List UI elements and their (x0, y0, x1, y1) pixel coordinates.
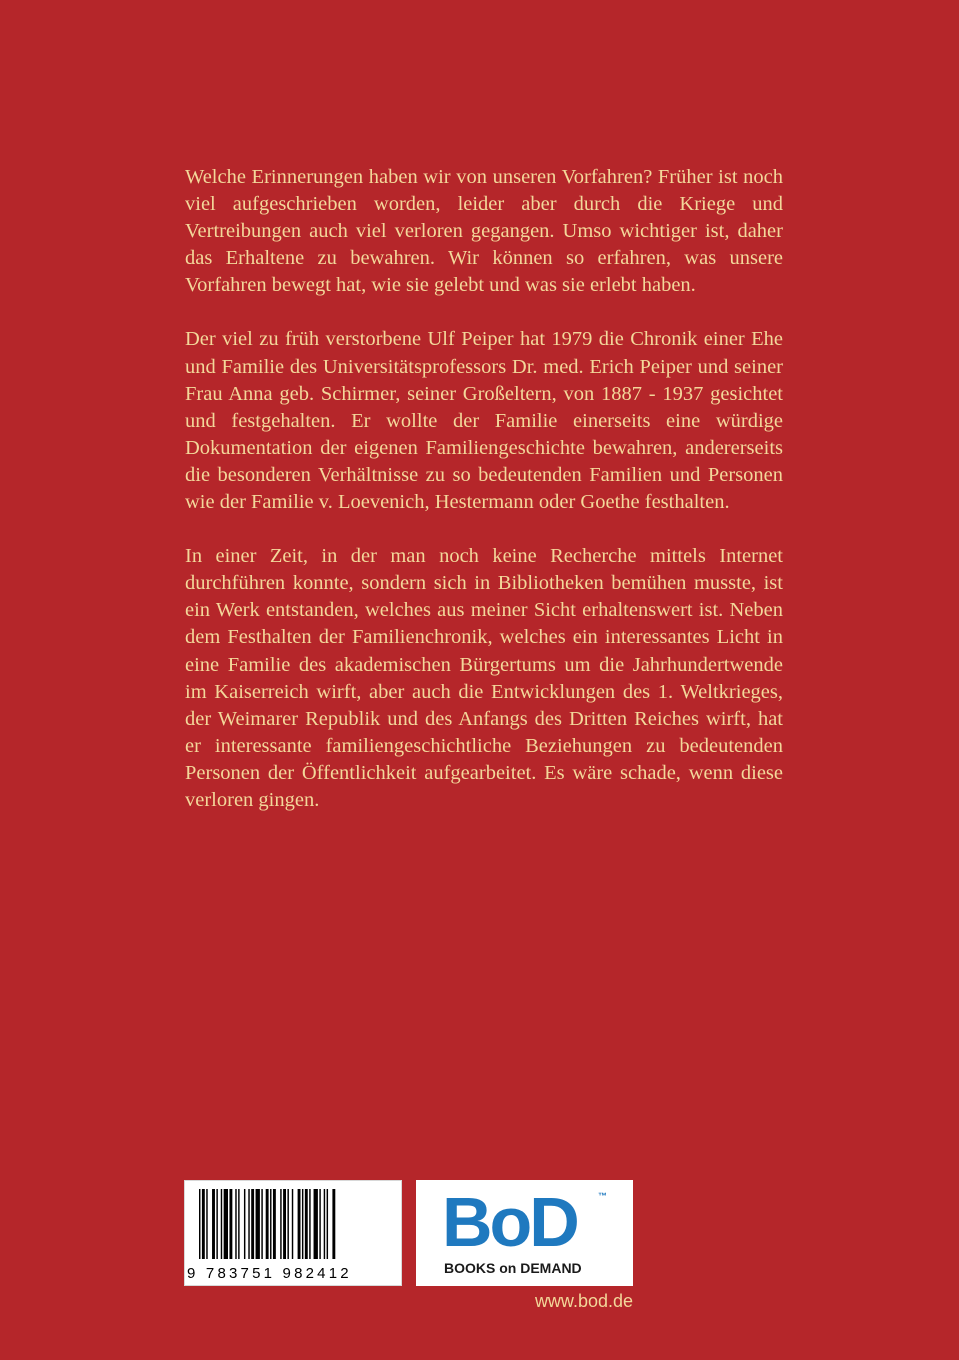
back-cover-blurb (185, 164, 783, 841)
barcode-digits: 9 783751 982412 (187, 1265, 352, 1282)
bod-logo-mark: BoD (442, 1183, 577, 1261)
blurb-paragraph-3: In einer Zeit, in der man noch keine Recherche mittels Internet durchführen konnte, sondern sich in Bibliotheken bemühen musste, ist ein Werk entstanden, welches aus meiner Sicht erhaltenswert ist. Neben dem Festhalten der Familienchronik, welches ein interessantes Licht in eine Familie des akademischen Bürgertums um die Jahrhundertwende im Kaiserreich wirft, aber auch die Entwicklungen des 1. Weltkrieges, der Weimarer Republik und des Anfangs des Dritten Reiches wirft, hat er interessante familiengeschichtliche Beziehungen zu bedeutenden Personen der Öffentlichkeit aufgearbeitet. Es wäre schade, wenn diese verloren gingen. (185, 545, 783, 811)
blurb-paragraph-2: Der viel zu früh verstorbene Ulf Peiper hat 1979 die Chronik einer Ehe und Familie des Universitätsprofessors Dr. med. Erich Peiper und seiner Frau Anna geb. Schirmer, seiner Großeltern, von 1887 - 1937 gesichtet und festgehalten. Er wollte der Familie einerseits eine würdige Dokumentation der eigenen Familiengeschichte bewahren, andererseits die besonderen Verhältnisse zu so bedeutenden Familien und Personen wie der Familie v. Loevenich, Hestermann oder Goethe festhalten. (185, 328, 783, 514)
trademark-symbol: ™ (598, 1191, 607, 1201)
barcode-bars (199, 1189, 389, 1259)
publisher-tagline: BOOKS on DEMAND (444, 1260, 582, 1276)
isbn-barcode (184, 1180, 402, 1286)
blurb-paragraph-1: Welche Erinnerungen haben wir von unseren Vorfahren? Früher ist noch viel aufgeschrieben worden, leider aber durch die Kriege und Vertreibungen auch viel verloren gegangen. Umso wichtiger ist, daher das Erhaltene zu bewahren. Wir können so erfahren, was unsere Vorfahren bewegt hat, wie sie gelebt und was sie erlebt haben. (185, 166, 783, 297)
publisher-logo (416, 1180, 633, 1286)
publisher-url[interactable]: www.bod.de (534, 1291, 633, 1311)
